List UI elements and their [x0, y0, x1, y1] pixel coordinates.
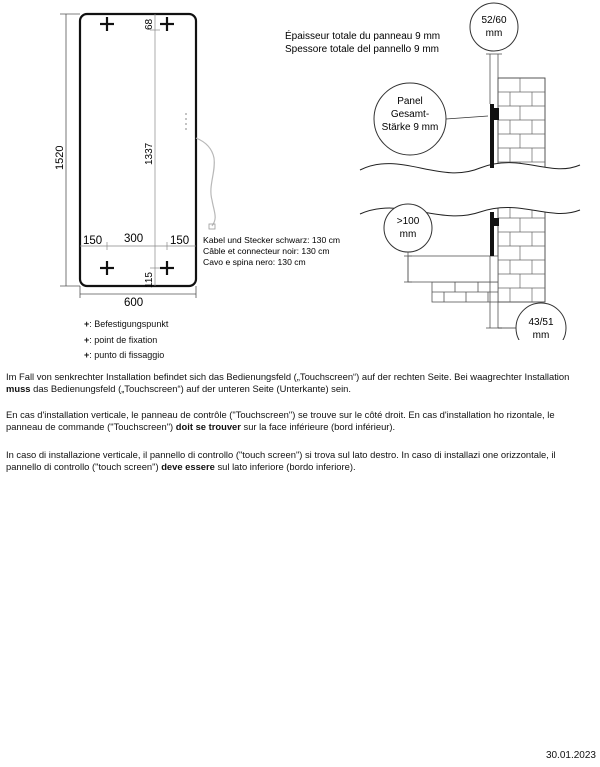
panel-front-view	[54, 14, 340, 309]
fixing-point-icon	[100, 261, 114, 275]
legend-text: : punto di fissaggio	[89, 350, 165, 360]
legend-item	[84, 335, 157, 345]
legend-item	[84, 350, 164, 360]
document-date: 30.01.2023	[545, 750, 596, 761]
paragraph-fr-line-1: En cas d'installation verticale, le panneau de contrôle ("Touchscreen") se trouve sur le côté droit. En cas d'installation ho rizontale, le	[6, 409, 555, 420]
bubble-de-line-2: Gesamt-	[390, 109, 430, 120]
floor-gap-bubble	[384, 204, 432, 252]
paragraph-fr-line-2: panneau de commande ("Touchscreen") doit se trouver sur la face inférieure (bord inférieur).	[6, 420, 396, 432]
fixing-point-icon: +	[84, 335, 90, 345]
top-offset-label: 68	[144, 18, 155, 30]
paragraph-it	[6, 449, 594, 472]
paragraph-de-line-2: muss das Bedienungsfeld („Touchscreen“) auf der unteren Seite (Unterkante) sein.	[6, 382, 351, 394]
spacing-middle-label: 300	[124, 233, 144, 245]
width-total-label: 600	[124, 297, 144, 309]
plug-icon	[209, 224, 215, 229]
bubble-de-line-3: Stärke 9 mm	[381, 122, 439, 133]
top-gap-value: 52/60	[481, 15, 507, 26]
bottom-offset-label: 115	[144, 272, 155, 288]
wall-section-view	[285, 3, 580, 340]
paragraph-it-line-1: In caso di installazione verticale, il pannello di controllo ("touch screen") si trova sul lato destro. In caso di installazi one orizzontale, il	[6, 449, 556, 460]
paragraph-it-line-2: pannello di controllo ("touch screen") deve essere sul lato inferiore (bordo inferiore).	[6, 460, 356, 472]
spacing-left-label: 150	[83, 235, 103, 247]
bubble-de-line-1: Panel	[397, 96, 423, 107]
fixing-point-icon	[100, 17, 114, 31]
floor-slab	[432, 282, 498, 302]
cable-note-it: Cavo e spina nero: 130 cm	[203, 257, 306, 267]
paragraph-de-line-1: Im Fall von senkrechter Installation befindet sich das Bedienungsfeld („Touchscreen“) auf der rechten Seite. Bei waagrechter Installation	[6, 371, 570, 382]
fixing-point-icon: +	[84, 350, 90, 360]
spacing-right-label: 150	[170, 235, 190, 247]
paragraph-fr	[6, 409, 594, 432]
bottom-gap-unit: mm	[532, 330, 550, 340]
fixing-point-icon: +	[84, 319, 90, 329]
thickness-note-fr: Épaisseur totale du panneau 9 mm	[285, 31, 441, 42]
cable-note-fr: Câble et connecteur noir: 130 cm	[203, 246, 330, 256]
fixing-point-icon	[160, 17, 174, 31]
touchscreen-indicator-icon	[185, 113, 187, 130]
cable-note-de: Kabel und Stecker schwarz: 130 cm	[203, 235, 341, 245]
top-gap-bubble	[470, 3, 518, 51]
legend-text: : Befestigungspunkt	[89, 319, 169, 329]
mount-height-label: 1337	[144, 142, 155, 165]
bottom-gap-value: 43/51	[528, 317, 554, 328]
cable-icon	[196, 138, 215, 226]
fixing-point-icon	[160, 261, 174, 275]
technical-drawing	[0, 0, 600, 340]
panel-profile	[490, 104, 494, 168]
thickness-note-it: Spessore totale del pannello 9 mm	[285, 44, 439, 55]
top-gap-unit: mm	[485, 28, 503, 39]
legend-item	[84, 319, 168, 329]
floor-gap-unit: mm	[399, 229, 417, 240]
paragraph-de	[6, 371, 594, 394]
legend-text: : point de fixation	[89, 335, 158, 345]
height-total-label: 1520	[54, 145, 66, 170]
floor-gap-value: >100	[396, 216, 420, 227]
